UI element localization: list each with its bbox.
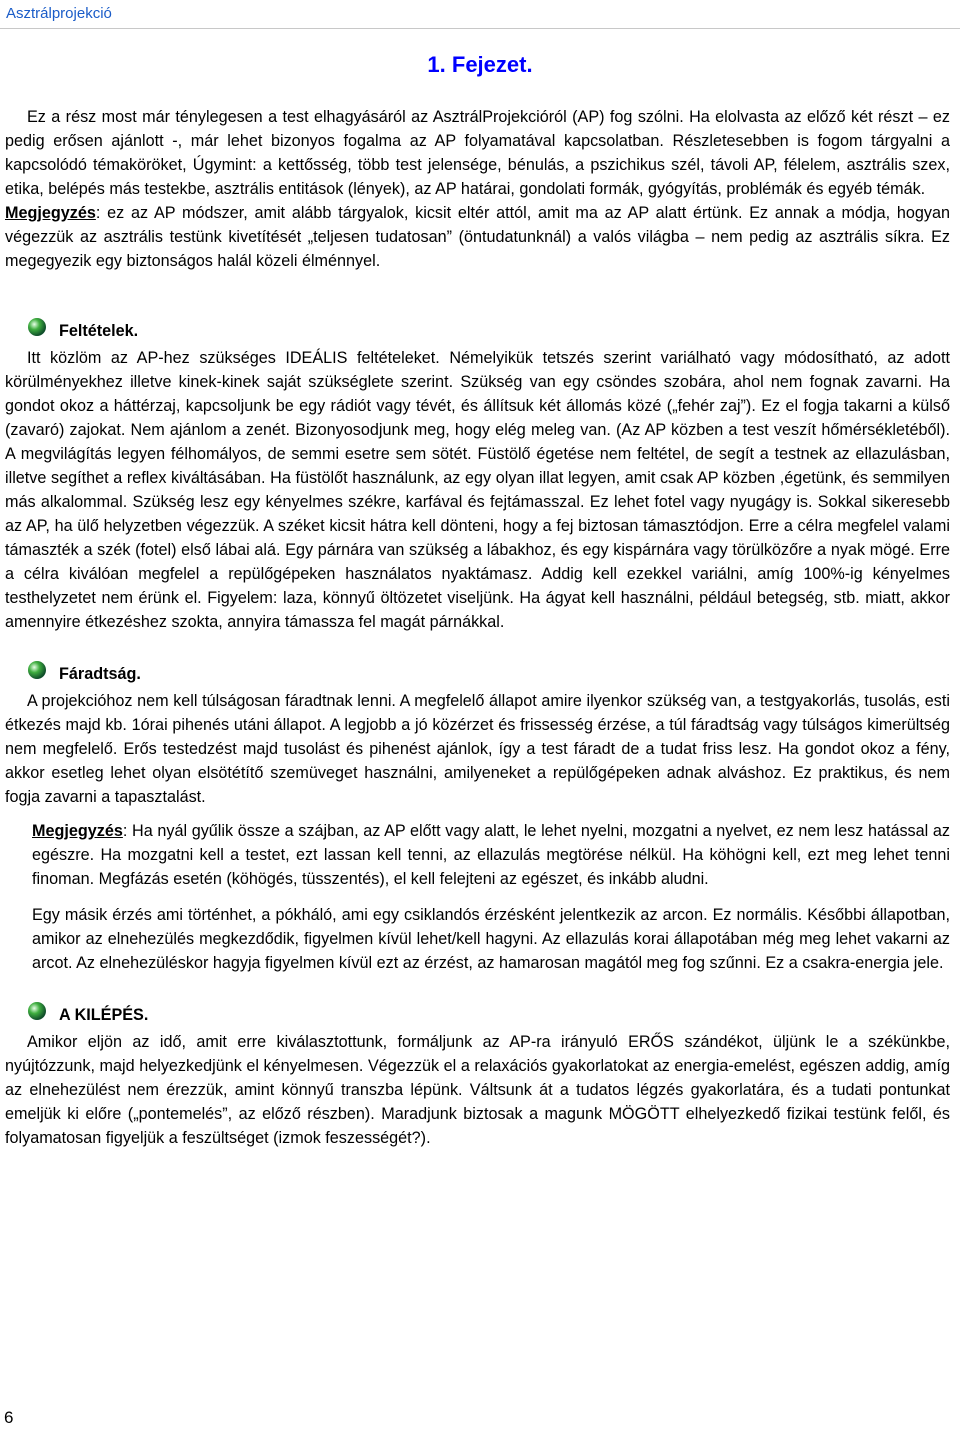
section-heading-kilepes <box>5 1001 950 1028</box>
feltetelek-paragraph: Itt közlöm az AP-hez szükséges IDEÁLIS feltételeket. Némelyikük tetszés szerint variálható vagy módosítható, az adott körülményekhez illetve kinek-kinek saját szükséglete szerint. Szükség van egy csöndes szobára, ahol nem fognak zavarni. Ha gondot okoz a háttérzaj, kapcsoljunk be egy rádiót vagy tévét, és állítsuk két állomás közé („fehér zaj”). Ez el fogja takarni a külső (zavaró) zajokat. Nem ajánlom a zenét. Bizonyosodjunk meg, hogy elég meleg van. (Az AP közben a test veszít hőmérsékletéből). A megvilágítás legyen félhomályos, de semmi esetre sem sötét. Füstölő égetése nem feltétel, de segít a testnek az ellazulásban, illetve segíthet a reflex kiváltásában. Ha füstölőt használunk, az egy olyan illat legyen, amit csak AP közben ,égetünk, és semmilyen más alkalommal. Szükség lesz egy kényelmes székre, karfával és fejtámasszal. Ez lehet fotel vagy nyugágy is. Sokkal sikeresebb az AP, ha ülő helyzetben végezzük. A széket kicsit hátra kell dönteni, hogy a fej biztosan támasztódjon. Erre a célra megfelel valami támaszték a szék (fotel) első lábai alá. Egy párnára van szükség a lábakhoz, és egy kispárnára vagy törülközőre a nyak mögé. Erre a célra kiválóan megfelel a repülőgépeken használatos nyaktámasz. Addig kell ezekkel variálni, amíg 100%-ig kényelmes testhelyzetet nem érünk el. Figyelem: laza, könnyű öltözetet viseljünk. Ha ágyat kell használni, például betegség, stb. miatt, akkor amennyire étkezéshez szokta, annyira támassza fel magát párnákkal. <box>5 349 950 631</box>
faradtsag-note <box>5 819 950 891</box>
page-header <box>0 0 960 29</box>
intro-paragraph: Ez a rész most már ténylegesen a test elhagyásáról az AsztrálProjekcióról (AP) fog szólni. Ha elolvasta az előző két részt – ez pedig erősen ajánlott -, már lehet bizonyos fogalma az AP folyamatával kapcsolatban. Részletesebben is fogom tárgyalni a kapcsolódó témaköröket, Úgymint: a kettősség, több test jelensége, bénulás, a pszichikus szél, távoli AP, félelem, asztrális szex, etika, belépés más testekbe, asztrális entitások (lények), az AP határai, gondolati formák, gyógyítás, problémák és egyéb témák. <box>5 108 950 198</box>
section-title: Feltételek. <box>59 321 139 340</box>
faradtsag-paragraph: A projekcióhoz nem kell túlságosan fáradtnak lenni. A megfelelő állapot amire ilyenkor szükség van, a testgyakorlás, tusolás, esti étkezés majd kb. 1órai pihenés utáni állapot. A legjobb a jó közérzet és frissesség érzése, a túl fáradtság vagy túlságos kimerültség nem megfelelő. Erős testedzést majd tusolást és pihenést ajánlok, így a test fáradt de a tudat friss lesz. Ha gondot okoz a fény, akkor esetleg lehet olyan elsötétítő szemüveget használni, amilyeneket a repülőgépeken adnak alváshoz. Ez praktikus, és nem fogja zavarni a tapasztalást. <box>5 692 950 806</box>
note-label: Megjegyzés <box>32 822 123 840</box>
chapter-title: 1. Fejezet. <box>427 52 533 77</box>
green-ball-bullet-icon <box>27 660 47 687</box>
kilepes-paragraph: Amikor eljön az idő, amit erre kiválasztottunk, formáljunk az AP-ra irányuló ERŐS szándékot, üljünk le a székünkbe, nyújtózzunk, majd helyezkedjünk el kényelmesen. Végezzük el a relaxációs gyakorlatokat az energia-emelést, egészen addig, amíg az elnehezülést nem érezzük, amint könnyű transzba lépünk. Váltsunk át a tudatos légzés gyakorlatára, és a tudati pontunkat emeljük ki előre („pontemelés”, az előző részben). Maradjunk biztosak a magunk MÖGÖTT elhelyezkedő fizikai testünk felől, és folyamatosan figyeljük a feszültséget (izmok feszességét?). <box>5 1033 950 1147</box>
faradtsag-paragraph-2: Egy másik érzés ami történhet, a pókháló, ami egy csiklandós érzésként jelentkezik az arcon. Ez normális. Későbbi állapotban, amikor az elnehezülés megkezdődik, figyelmen kívül lehet/kell hagyni. Az ellazulás korai állapotában még meg lehet vakarni az arcot. Az elnehezüléskor hagyja figyelmen kívül ezt az érzést, az hamarosan magától meg fog szűnni. Ez a csakra-energia jele. <box>32 906 950 972</box>
green-ball-bullet-icon <box>27 317 47 344</box>
note-label: Megjegyzés <box>5 204 96 222</box>
header-title: Asztrálprojekció <box>6 5 112 22</box>
green-ball-bullet-icon <box>27 1001 47 1028</box>
note-text: : Ha nyál gyűlik össze a szájban, az AP előtt vagy alatt, le lehet nyelni, mozgatni a nyelvet, ez nem lesz hatással az egészre. Ha mozgatni kell a testet, ezt lassan kell tenni, az ellazulás megtörése nélkül. Ha köhögni kell, ezt meg lehet tenni finoman. Megfázás esetén (köhögés, tüsszentés), el kell felejteni az egészet, és inkább aludni. <box>32 822 950 888</box>
intro-note <box>5 201 950 273</box>
section-heading-feltetelek <box>5 317 950 344</box>
note-text: : ez az AP módszer, amit alább tárgyalok, kicsit eltér attól, amit ma az AP alatt értünk. Ez annak a módja, hogyan végezzük az asztrális testünk kivetítését „teljesen tudatosan” (öntudatunknál) a valós világba – nem pedig az asztrális síkra. Ez megegyezik egy biztonságos halál közeli élménnyel. <box>5 204 950 270</box>
section-heading-faradtsag <box>5 660 950 687</box>
page-number: 6 <box>4 1408 14 1427</box>
document-body <box>5 105 950 1150</box>
section-title: A KILÉPÉS. <box>59 1005 149 1024</box>
section-title: Fáradtság. <box>59 664 141 683</box>
